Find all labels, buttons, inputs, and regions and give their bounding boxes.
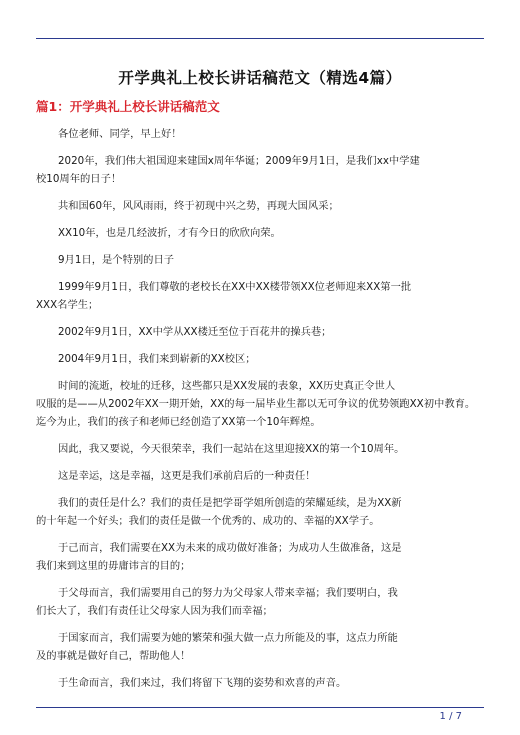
- paragraph-line: 我们的责任是什么？我们的责任是把学哥学姐所创造的荣耀延续，是为XX新: [58, 497, 402, 509]
- paragraph: 2004年9月1日，我们来到崭新的XX校区；: [58, 353, 256, 365]
- paragraph: 共和国60年，风风雨雨，终于初现中兴之势，再现大国风采；: [58, 200, 339, 212]
- paragraph: 这是幸运，这是幸福，这更是我们承前启后的一种责任！: [58, 470, 316, 482]
- paragraph: 各位老师、同学，早上好！: [58, 128, 182, 140]
- paragraph-line: 我们来到这里的毋庸讳言的目的；: [36, 560, 191, 572]
- section-heading: 篇1：开学典礼上校长讲话稿范文: [36, 99, 220, 114]
- paragraph-line: 叹服的是——从2002年XX一期开始，XX的每一届毕业生都以无可争议的优势领跑XX初中教育。: [36, 398, 476, 410]
- document-body: [36, 125, 484, 701]
- paragraph: 于生命而言，我们来过，我们将留下飞翔的姿势和欢喜的声音。: [58, 677, 347, 689]
- paragraph-line: 时间的流逝，校址的迁移，这些都只是XX发展的表象，XX历史真正令世人: [58, 380, 396, 392]
- paragraph: 2002年9月1日，XX中学从XX楼迁至位于百花井的操兵巷；: [58, 326, 332, 338]
- paragraph: [36, 278, 484, 314]
- paragraph: [36, 377, 484, 431]
- paragraph-line: 们长大了，我们有责任让父母家人因为我们而幸福；: [36, 605, 273, 617]
- paragraph: [36, 584, 484, 620]
- paragraph-line: 迄今为止，我们的孩子和老师已经创造了XX第一个10年辉煌。: [36, 416, 321, 428]
- footer-rule: [36, 707, 484, 708]
- header-rule: [36, 38, 484, 39]
- page-number: 1 / 7: [439, 711, 462, 722]
- paragraph-line: 于己而言，我们需要在XX为未来的成功做好准备；为成功人生做准备，这是: [58, 542, 402, 554]
- paragraph-line: 于国家而言，我们需要为她的繁荣和强大做一点力所能及的事，这点力所能: [58, 632, 398, 644]
- paragraph-line: XXX名学生；: [36, 299, 99, 311]
- paragraph-line: 及的事就是做好自己，帮助他人！: [36, 650, 191, 662]
- paragraph-line: 于父母而言，我们需要用自己的努力为父母家人带来幸福；我们要明白，我: [58, 587, 398, 599]
- paragraph-line: 的十年起一个好头；我们的责任是做一个优秀的、成功的、幸福的XX学子。: [36, 515, 380, 527]
- paragraph: [36, 629, 484, 665]
- paragraph: 9月1日，是个特别的日子: [58, 254, 175, 266]
- paragraph: 因此，我又要说，今天很荣幸，我们一起站在这里迎接XX的第一个10周年。: [58, 443, 405, 455]
- paragraph-line: 1999年9月1日，我们尊敬的老校长在XX中XX楼带领XX位老师迎来XX第一批: [58, 281, 412, 293]
- paragraph-line: 2020年，我们伟大祖国迎来建国x周年华诞；2009年9月1日，是我们xx中学建: [58, 155, 420, 167]
- paragraph: XX10年，也是几经波折，才有今日的欣欣向荣。: [58, 227, 281, 239]
- paragraph: [36, 152, 484, 188]
- paragraph: [36, 539, 484, 575]
- document-title: 开学典礼上校长讲话稿范文（精选4篇）: [118, 69, 402, 87]
- paragraph-line: 校10周年的日子！: [36, 173, 122, 185]
- paragraph: [36, 494, 484, 530]
